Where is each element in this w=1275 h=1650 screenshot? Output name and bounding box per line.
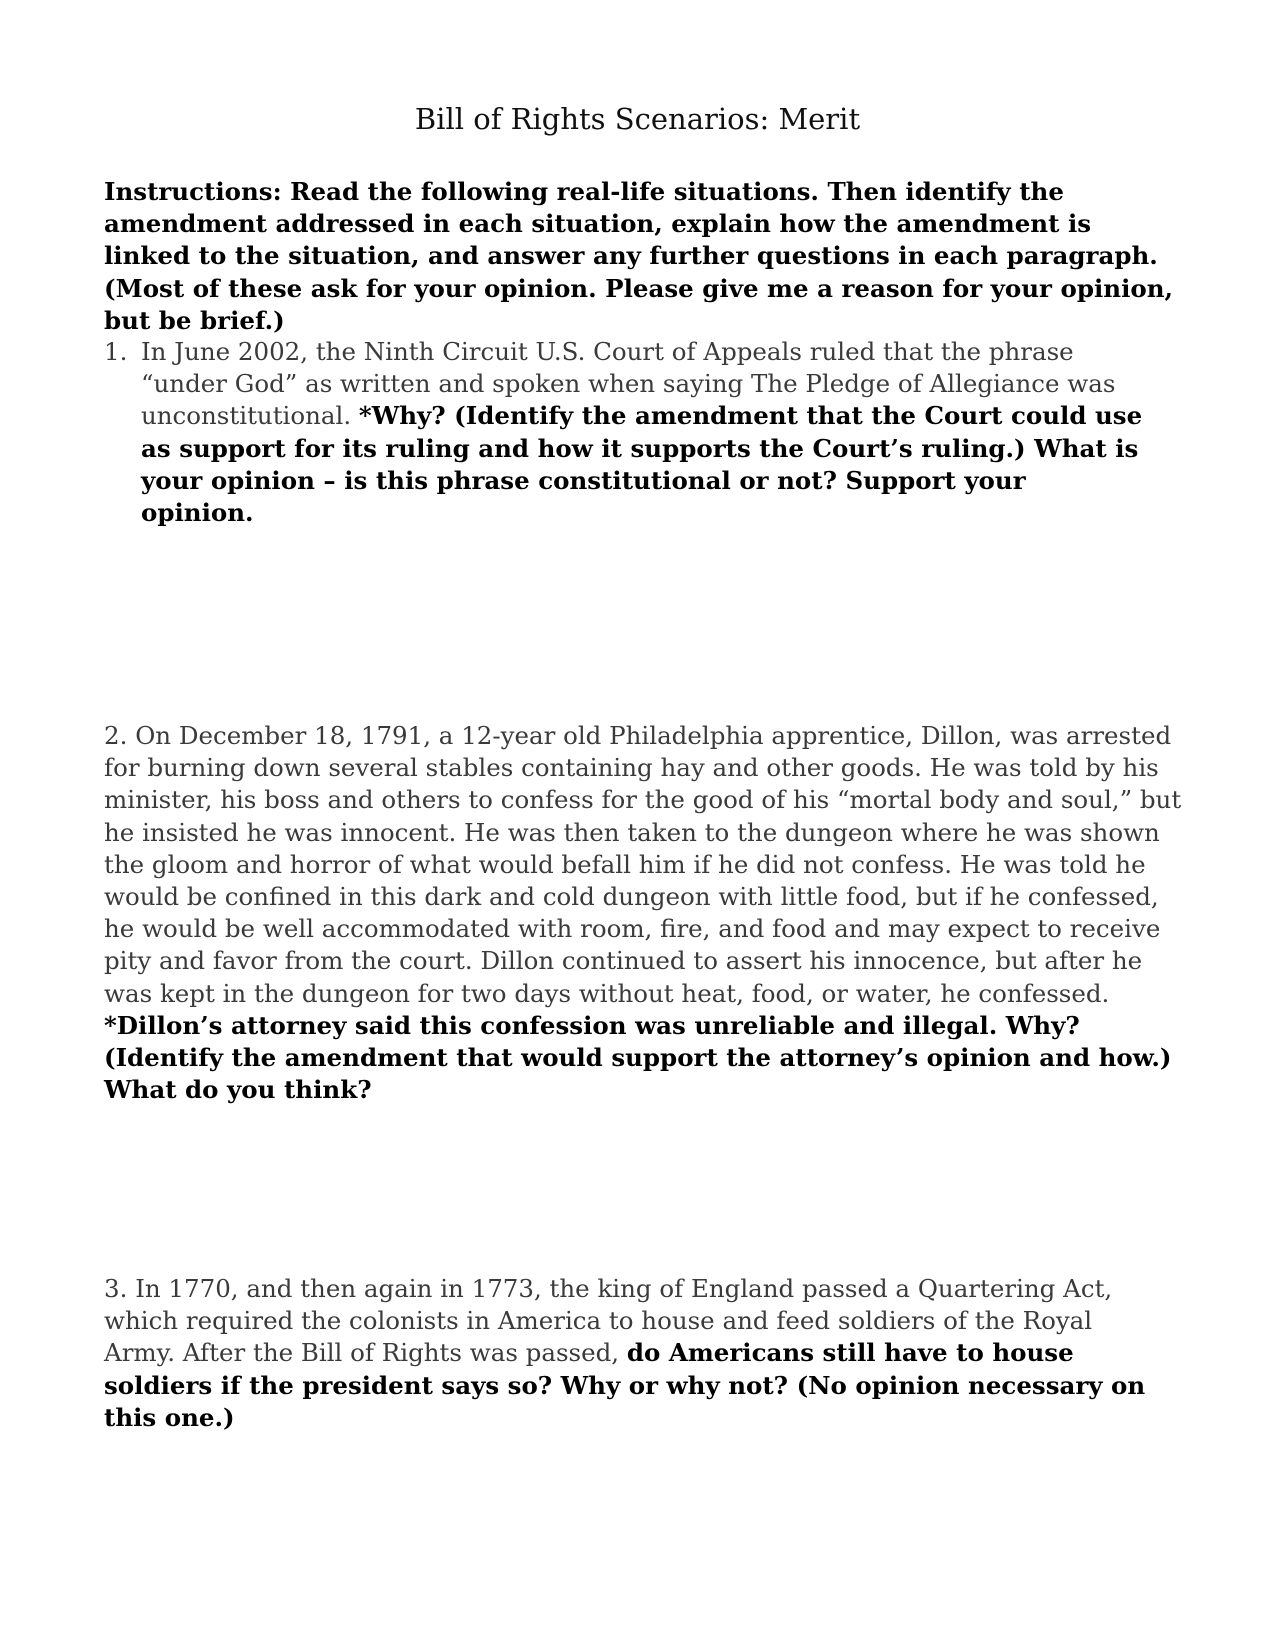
scenario-text: In June 2002, the Ninth Circuit U.S. Court of Appeals ruled that the phrase “under God” as written and spoken when saying The Pledge of Allegiance was unconstitutional. (141, 337, 1116, 431)
scenario-body (141, 336, 1144, 529)
scenario-text: On December 18, 1791, a 12-year old Philadelphia apprentice, Dillon, was arrested for burning down several stables containing hay and other goods. He was told by his minister, his boss and others to confess for the good of his “mortal body and soul,” but he insisted he was innocent. He was then taken to the dungeon where he was shown the gloom and horror of what would befall him if he did not confess. He was told he would be confined in this dark and cold dungeon with little food, but if he confessed, he would be well accommodated with room, fire, and food and may expect to receive pity and favor from the court. Dillon continued to assert his innocence, but after he was kept in the dungeon for two days without heat, food, or water, he confessed. (104, 721, 1182, 1008)
scenario-number: 1. (104, 337, 128, 366)
scenario-text: In 1770, and then again in 1773, the king of England passed a Quartering Act, which required the colonists in America to house and feed soldiers of the Royal Army. After the Bill of Rights was passed, (104, 1274, 1113, 1368)
page-title: Bill of Rights Scenarios: Merit (414, 102, 861, 136)
scenario-question: do Americans still have to house soldiers if the president says so? Why or why not? (No opinion necessary on this one.) (104, 1338, 1146, 1432)
scenario-2 (104, 720, 1184, 1106)
scenario-number: 3. (104, 1274, 128, 1303)
scenario-3 (104, 1273, 1164, 1434)
scenario-question: *Dillon’s attorney said this confession was unreliable and illegal. Why? (Identify the amendment that would support the attorney’s opinion and how.) What do you think? (104, 1010, 1172, 1105)
scenario-question: *Why? (Identify the amendment that the Court could use as support for its ruling and how it supports the Court’s ruling.) What is your opinion – is this phrase constitutional or not? Support your opinion. (141, 401, 1143, 528)
scenario-number: 2. (104, 721, 128, 750)
instructions: Instructions: Read the following real-life situations. Then identify the amendment addressed in each situation, explain how the amendment is linked to the situation, and answer any further questions in each paragraph. (Most of these ask for your opinion. Please give me a reason for your opinion, but be brief.) (104, 177, 1174, 335)
scenario-1 (104, 336, 1144, 529)
